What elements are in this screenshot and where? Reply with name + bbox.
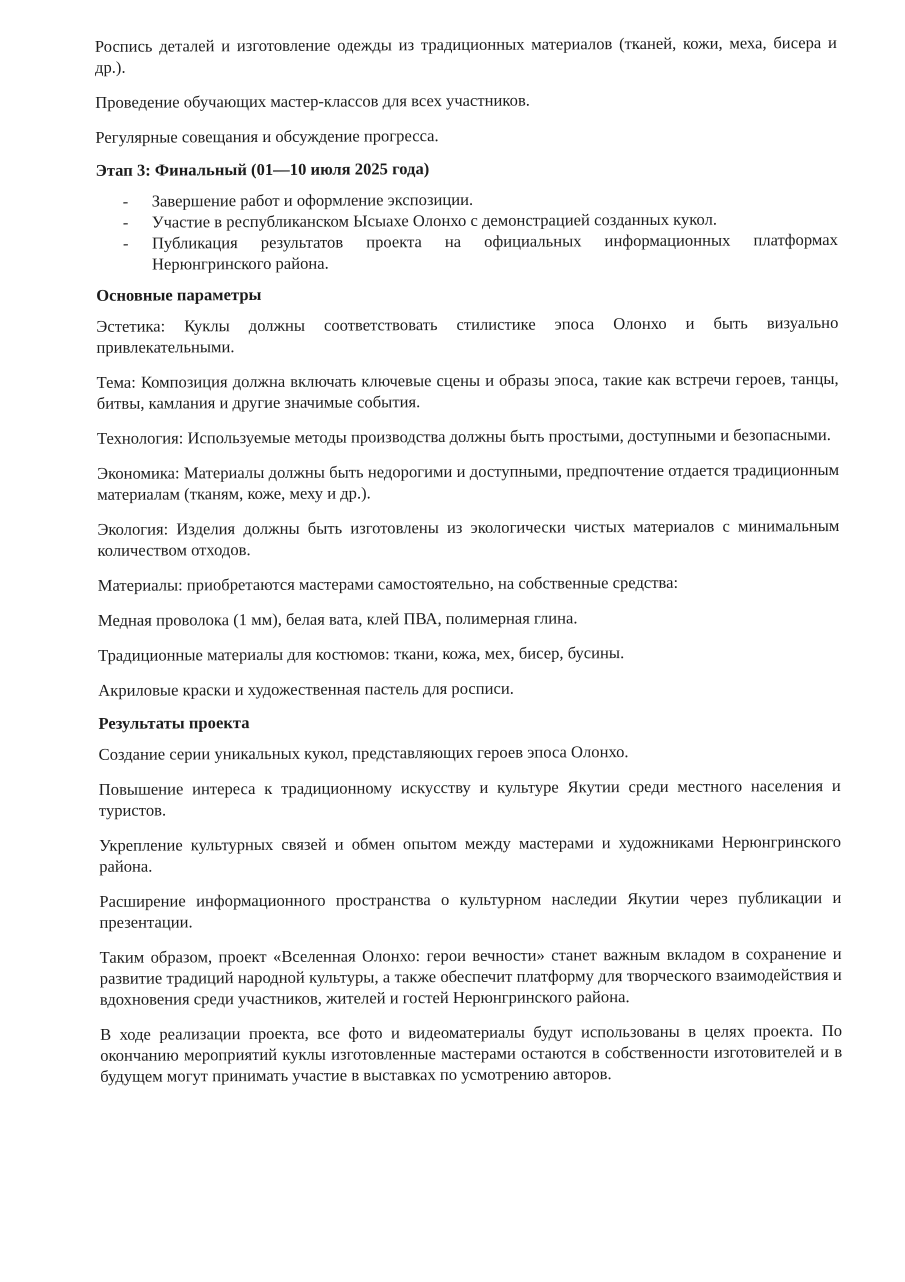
paragraph: Экономика: Материалы должны быть недорогими и доступными, предпочтение отдается традиционным материалам (тканям, коже, меху и др.). bbox=[97, 459, 840, 504]
paragraph: Проведение обучающих мастер-классов для всех участников. bbox=[95, 90, 530, 112]
bullet-dash: - bbox=[122, 191, 129, 211]
paragraph: Традиционные материалы для костюмов: ткани, кожа, мех, бисер, бусины. bbox=[98, 643, 625, 665]
paragraph: Укрепление культурных связей и обмен опытом между мастерами и художниками Нерюнгринского района. bbox=[99, 831, 842, 876]
document-body bbox=[95, 32, 843, 1101]
list-item: - Публикация результатов проекта на официальных информационных платформах Нерюнгринского района. bbox=[122, 229, 838, 274]
paragraph: Материалы: приобретаются мастерами самостоятельно, на собственные средства: bbox=[97, 572, 679, 595]
paragraph: Акриловые краски и художественная пастель для росписи. bbox=[98, 678, 514, 700]
stage3-list bbox=[96, 187, 838, 275]
results-heading: Результаты проекта bbox=[98, 713, 250, 733]
bullet-dash: - bbox=[122, 212, 129, 232]
paragraph: Тема: Композиция должна включать ключевые сцены и образы эпоса, такие как встречи героев, танцы, битвы, камлания и другие значимые события. bbox=[96, 368, 839, 413]
parameters-heading: Основные параметры bbox=[96, 284, 262, 305]
list-item: - Участие в республиканском Ысыахе Олонхо с демонстрацией созданных кукол. bbox=[122, 209, 718, 232]
stage3-heading: Этап 3: Финальный (01—10 июля 2025 года) bbox=[95, 159, 430, 180]
paragraph: Экология: Изделия должны быть изготовлены из экологически чистых материалов с минимальным количеством отходов. bbox=[97, 515, 840, 560]
paragraph: Повышение интереса к традиционному искусству и культуре Якутии среди местного населения и туристов. bbox=[98, 775, 841, 820]
bullet-dash: - bbox=[122, 233, 129, 253]
paragraph: Таким образом, проект «Вселенная Олонхо: герои вечности» станет важным вкладом в сохранение и развитие традиций народной культуры, а также обеспечит платформу для творческого взаимодействия и вдохновения среди участников, жителей и гостей Нерюнгринского района. bbox=[99, 943, 842, 1009]
paragraph: Расширение информационного пространства о культурном наследии Якутии через публикации и презентации. bbox=[99, 887, 842, 932]
paragraph: Эстетика: Куклы должны соответствовать стилистике эпоса Олонхо и быть визуально привлекательными. bbox=[96, 312, 839, 357]
paragraph: Регулярные совещания и обсуждение прогресса. bbox=[95, 126, 439, 147]
paragraph: В ходе реализации проекта, все фото и видеоматериалы будут использованы в целях проекта. По окончанию мероприятий куклы изготовленные мастерами остаются в собственности изготовителей и в будущем могут принимать участие в выставках по усмотрению авторов. bbox=[100, 1020, 843, 1086]
list-item: - Завершение работ и оформление экспозиции. bbox=[122, 189, 474, 211]
paragraph: Медная проволока (1 мм), белая вата, клей ПВА, полимерная глина. bbox=[97, 608, 578, 630]
paragraph: Роспись деталей и изготовление одежды из традиционных материалов (тканей, кожи, меха, бисера и др.). bbox=[94, 32, 837, 77]
paragraph: Технология: Используемые методы производства должны быть простыми, доступными и безопасными. bbox=[96, 425, 831, 448]
paragraph: Создание серии уникальных кукол, представляющих героев эпоса Олонхо. bbox=[98, 742, 629, 764]
